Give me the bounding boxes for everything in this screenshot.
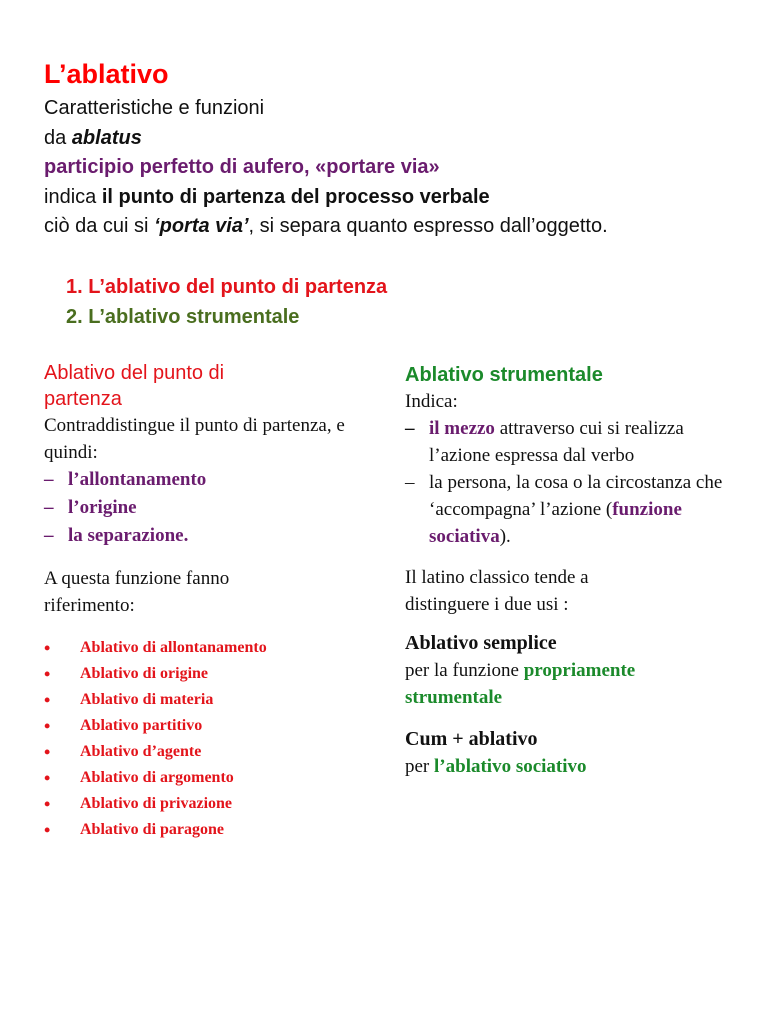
- bullet-icon: •: [44, 690, 51, 710]
- semplice-block: [405, 630, 745, 711]
- cum-prefix: per: [405, 756, 435, 777]
- persona-text: la persona, la cosa o la circostanza che ‘accompagna’ l’azione (: [429, 472, 723, 520]
- persona-end: ).: [499, 526, 511, 547]
- bullet-icon: •: [44, 768, 51, 788]
- cum-title: Cum + ablativo: [405, 728, 538, 750]
- left-column: [44, 360, 364, 843]
- dash-item-label: la separazione.: [68, 525, 189, 546]
- mezzo-text: attraverso cui si realizza l’azione espressa dal verbo: [429, 418, 684, 466]
- dash-item-label: l’origine: [68, 497, 137, 518]
- semplice-desc: [405, 657, 705, 711]
- bullet-icon: •: [44, 664, 51, 684]
- intro-explanation: [44, 212, 608, 242]
- dash-marker: –: [405, 418, 415, 439]
- dash-marker: –: [405, 472, 415, 493]
- intro-participle: participio perfetto di aufero, «portare via»: [44, 156, 440, 178]
- mezzo-highlight: il mezzo: [429, 418, 495, 439]
- overview-list: [66, 272, 387, 332]
- intro-meaning-prefix: indica: [44, 185, 102, 208]
- list-item: • Ablativo di materia: [44, 687, 364, 713]
- intro-meaning-bold: il punto di partenza del processo verbale: [101, 185, 490, 208]
- dash-item-allontanamento: [44, 466, 364, 494]
- list-item: • Ablativo di allontanamento: [44, 635, 364, 661]
- semplice-title: Ablativo semplice: [405, 632, 557, 654]
- bullet-icon: •: [44, 716, 51, 736]
- dash-item-origine: [44, 494, 364, 522]
- intro-meaning: [44, 183, 608, 213]
- intro-etymology-term: ablatus: [71, 126, 142, 149]
- ablative-list: [44, 635, 364, 843]
- right-heading: Ablativo strumentale: [405, 364, 603, 386]
- overview-item-1: 1. L’ablativo del punto di partenza: [66, 276, 388, 298]
- intro-etymology-prefix: da: [44, 126, 72, 149]
- sociativa-highlight: funzione sociativa: [429, 499, 682, 547]
- dash-marker: –: [44, 497, 54, 518]
- left-description: Contraddistingue il punto di partenza, e quindi:: [44, 415, 345, 463]
- intro-block: [44, 94, 608, 242]
- list-item: • Ablativo d’agente: [44, 739, 364, 765]
- dash-item-separazione: [44, 522, 364, 550]
- list-item: • Ablativo di privazione: [44, 791, 364, 817]
- intro-etymology: [44, 124, 608, 154]
- left-heading-line2: partenza: [44, 388, 122, 410]
- bullet-icon: •: [44, 794, 51, 814]
- intro-explanation-suffix: , si separa quanto espresso dall’oggetto.: [248, 215, 608, 237]
- intro-explanation-prefix: ciò da cui si: [44, 215, 155, 237]
- intro-subtitle: Caratteristiche e funzioni: [44, 97, 265, 119]
- right-latino-text: Il latino classico tende a distinguere i due usi :: [405, 567, 589, 615]
- left-dash-list: [44, 466, 364, 550]
- right-column: [405, 362, 745, 780]
- right-dash-list: [405, 415, 745, 550]
- dash-item-label: l’allontanamento: [68, 469, 207, 490]
- overview-item-2: 2. L’ablativo strumentale: [66, 306, 300, 328]
- left-reference-text: A questa funzione fanno riferimento:: [44, 568, 230, 616]
- list-item: • Ablativo di paragone: [44, 817, 364, 843]
- semplice-highlight: propriamente strumentale: [405, 660, 636, 708]
- left-heading: [44, 360, 364, 412]
- dash-item-persona: [405, 469, 745, 550]
- bullet-icon: •: [44, 820, 51, 840]
- page-title: L’ablativo: [44, 59, 169, 89]
- dash-marker: –: [44, 525, 54, 546]
- cum-desc: [405, 753, 745, 780]
- dash-item-mezzo: [405, 415, 745, 469]
- dash-marker: –: [44, 469, 54, 490]
- list-item: • Ablativo di origine: [44, 661, 364, 687]
- semplice-prefix: per la funzione: [405, 660, 524, 681]
- cum-highlight: l’ablativo sociativo: [434, 756, 587, 777]
- left-heading-line1: Ablativo del punto di: [44, 362, 225, 384]
- bullet-icon: •: [44, 638, 51, 658]
- cum-block: [405, 726, 745, 780]
- right-indica: Indica:: [405, 391, 458, 412]
- bullet-icon: •: [44, 742, 51, 762]
- list-item: • Ablativo di argomento: [44, 765, 364, 791]
- list-item: • Ablativo partitivo: [44, 713, 364, 739]
- intro-explanation-italic: ‘porta via’: [154, 215, 249, 237]
